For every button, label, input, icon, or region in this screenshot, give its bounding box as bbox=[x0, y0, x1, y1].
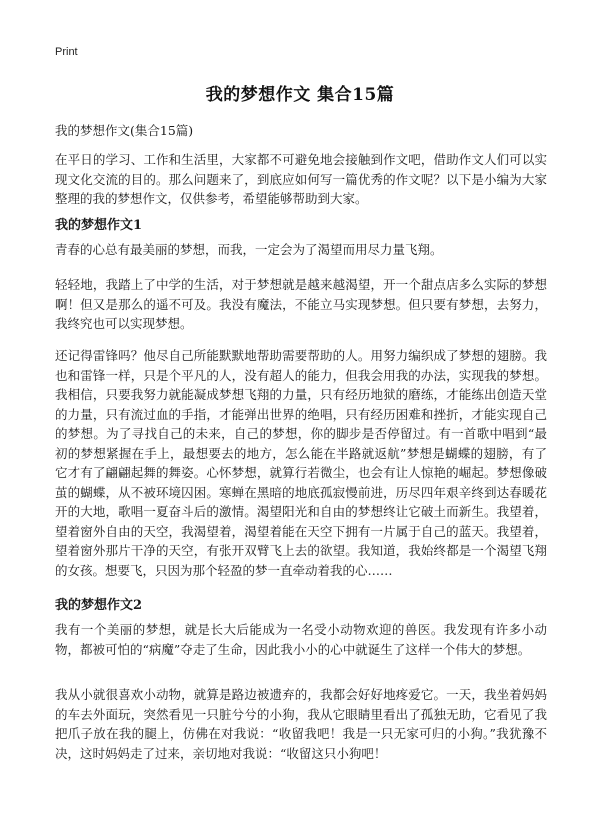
document-subtitle: 我的梦想作文(集合15篇) bbox=[55, 123, 194, 138]
essay-2-heading: 我的梦想作文2 bbox=[55, 598, 143, 613]
essay-1-paragraph-1: 青春的心总有最美丽的梦想，而我，一定会为了渴望而用尽力量飞翔。 bbox=[55, 242, 443, 257]
document-title: 我的梦想作文 集合15篇 bbox=[205, 85, 395, 105]
essay-2-paragraph-2: 我从小就很喜欢小动物，就算是路边被遗弃的，我都会好好地疼爱它。一天，我坐着妈妈的车去外面玩，突然看见一只脏兮兮的小狗，我从它眼睛里看出了孤独无助，它看见了我把爪子放在我的腿上，仿佛在对我说：“收留我吧！我是一只无家可归的小狗。”我犹豫不决，这时妈妈走了过来，亲切地对我说：“收留这只小狗吧！ bbox=[55, 687, 547, 761]
intro-paragraph: 在平日的学习、工作和生活里，大家都不可避免地会接触到作文吧，借助作文人们可以实现文化交流的目的。那么问题来了，到底应如何写一篇优秀的作文呢？以下是小编为大家整理的我的梦想作文，仅供参考，希望能够帮助到大家。 bbox=[55, 152, 547, 206]
essay-1-paragraph-2: 轻轻地，我踏上了中学的生活，对于梦想就是越来越渴望，开一个甜点店多么实际的梦想啊！但又是那么的遥不可及。我没有魔法，不能立马实现梦想。但只要有梦想，去努力，我终究也可以实现梦想。 bbox=[55, 277, 547, 331]
essay-1-paragraph-3: 还记得雷锋吗？他尽自己所能默默地帮助需要帮助的人。用努力编织成了梦想的翅膀。我也和雷锋一样，只是个平凡的人，没有超人的能力，但我会用我的办法，实现我的梦想。我相信，只要我努力就能凝成梦想飞翔的力量，只有经历地狱的磨练，才能练出创造天堂的力量，只有流过血的手指，才能弹出世界的绝唱，只有经历困难和挫折，才能实现自己的梦想。为了寻找自己的未来，自己的梦想，你的脚步是否停留过。有一首歌中唱到“最初的梦想紧握在手上，最想要去的地方，怎么能在半路就返航”梦想是蝴蝶的翅膀，有了它才有了翩翩起舞的舞姿。心怀梦想，就算行若微尘，也会有让人惊艳的崛起。梦想像破茧的蝴蝶，从不被环境囚困。寒蝉在黑暗的地底孤寂慢前进，历尽四年艰辛终到达春暖花开的大地，歌唱一夏奋斗后的激情。渴望阳光和自由的梦想终让它破土而新生。我望着，望着窗外自由的天空，我渴望着，渴望着能在天空下拥有一片属于自己的蓝天。我望着，望着窗外那片干净的天空，有张开双臂飞上去的欲望。我知道，我始终都是一个渴望飞翔的女孩。想要飞，只因为那个轻盈的梦一直牵动着我的心…… bbox=[55, 348, 547, 578]
essay-2-paragraph-1: 我有一个美丽的梦想，就是长大后能成为一名受小动物欢迎的兽医。我发现有许多小动物，都被可怕的“病魔”夺走了生命，因此我小小的心中就诞生了这样一个伟大的梦想。 bbox=[55, 622, 547, 657]
print-label[interactable]: Print bbox=[55, 46, 78, 58]
essay-1-heading: 我的梦想作文1 bbox=[55, 218, 143, 233]
